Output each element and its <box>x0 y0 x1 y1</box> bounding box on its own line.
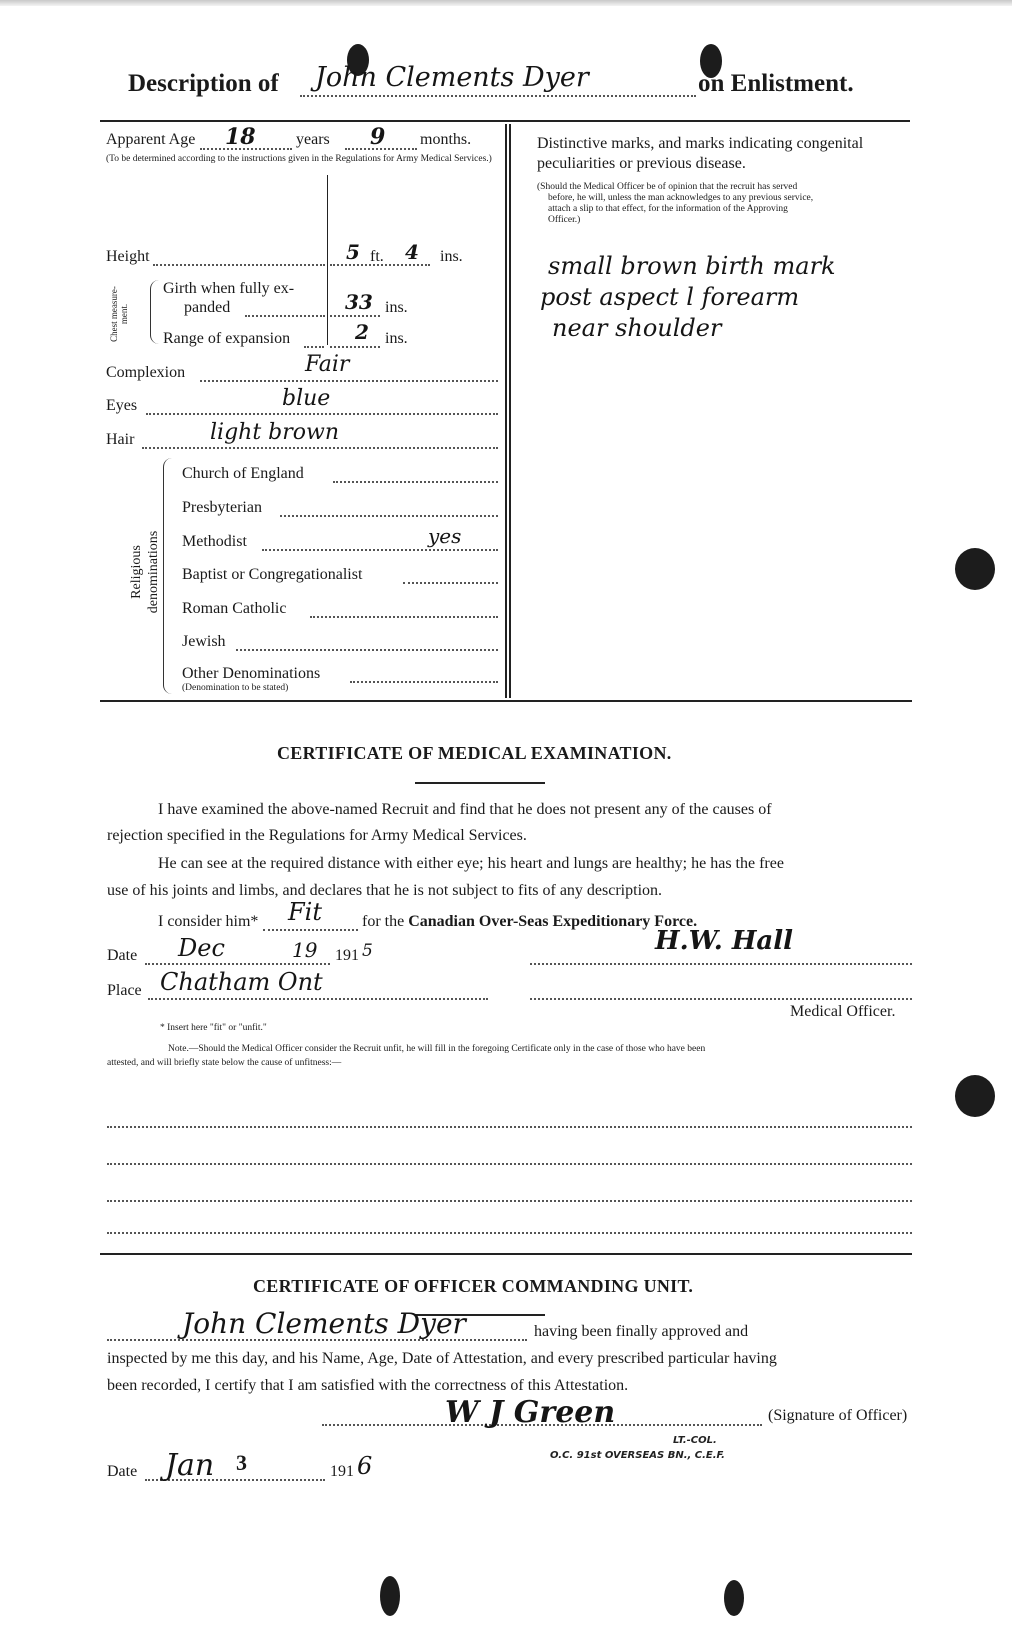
ins-label: ins. <box>440 248 463 265</box>
religion-church-of-england: Church of England <box>182 465 304 482</box>
hair-value: light brown <box>210 420 340 445</box>
eyes-value: blue <box>282 386 331 411</box>
complexion-label: Complexion <box>106 364 186 381</box>
column-divider <box>505 124 507 698</box>
commanding-recruit-name: John Clements Dyer <box>182 1307 466 1340</box>
girth-label-line1: Girth when fully ex- <box>163 280 295 297</box>
chest-brace <box>150 280 159 344</box>
section-divider <box>100 700 912 702</box>
religion-methodist: Methodist <box>182 533 247 550</box>
consider-suffix <box>362 913 697 931</box>
girth-value-line <box>330 315 380 317</box>
marks-heading-line1: Distinctive marks, and marks indicating congenital <box>537 135 864 152</box>
years-label: years <box>296 131 330 148</box>
commanding-line2: inspected by me this day, and his Name, Age, Date of Attestation, and every prescribed particular having <box>107 1350 777 1367</box>
height-in-value: 4 <box>405 240 419 264</box>
commanding-date-year-prefix: 191 <box>330 1463 354 1480</box>
punch-hole-bottom-left <box>380 1576 400 1616</box>
religion-methodist-value: yes <box>428 524 462 548</box>
punch-hole-bottom-right <box>724 1580 744 1616</box>
place-label: Place <box>107 982 142 999</box>
religion-presbyterian: Presbyterian <box>182 499 262 516</box>
other-denomination-note: (Denomination to be stated) <box>182 683 289 693</box>
commanding-officer-signature: W J Green <box>445 1395 616 1430</box>
age-note: (To be determined according to the instructions given in the Regulations for Army Medical Services.) <box>106 154 492 164</box>
medical-officer-signature: H.W. Hall <box>655 926 794 956</box>
medical-date-month: Dec <box>178 934 225 962</box>
hair-line <box>142 447 498 449</box>
consider-line <box>263 929 358 931</box>
range-value: 2 <box>355 320 369 344</box>
medical-heading-rule <box>415 782 545 784</box>
column-divider-inner <box>509 124 511 698</box>
medical-date-label: Date <box>107 947 138 964</box>
religion-roman-catholic: Roman Catholic <box>182 600 287 617</box>
religion-line <box>350 681 498 683</box>
commanding-date-month: Jan <box>165 1448 215 1483</box>
medical-para2-line2: use of his joints and limbs, and declares that he is not subject to fits of any description. <box>107 882 663 899</box>
punch-hole-right-upper <box>955 548 995 590</box>
girth-label-line2: panded <box>184 299 231 316</box>
marks-note-line2: before, he will, unless the man acknowledges to any previous service, <box>548 193 814 203</box>
religion-other: Other Denominations <box>182 665 321 682</box>
officer-signature-line <box>530 963 912 965</box>
months-label: months. <box>420 131 472 148</box>
height-ft-value: 5 <box>346 240 360 264</box>
marks-note-line3: attach a slip to that effect, for the information of the Approving <box>548 204 788 214</box>
recruit-name-handwritten: John Clements Dyer <box>315 62 589 93</box>
religion-line <box>310 616 498 618</box>
unfit-cause-line-3 <box>107 1200 912 1202</box>
unfit-cause-line-2 <box>107 1163 912 1165</box>
signature-of-officer-label: (Signature of Officer) <box>768 1407 908 1424</box>
consider-suffix-plain: for the <box>362 913 405 930</box>
eyes-label: Eyes <box>106 397 138 414</box>
age-label: Apparent Age <box>106 131 196 148</box>
commanding-heading: CERTIFICATE OF OFFICER COMMANDING UNIT. <box>253 1276 694 1296</box>
title-prefix: Description of <box>128 70 279 97</box>
values-divider <box>327 175 328 345</box>
height-line <box>153 264 325 266</box>
religion-line <box>280 515 498 517</box>
religion-brace <box>163 458 172 694</box>
unfit-cause-line-1 <box>107 1126 912 1128</box>
medical-date-year-suffix: 5 <box>362 941 373 961</box>
title-divider <box>100 120 910 122</box>
hair-label: Hair <box>106 431 135 448</box>
religion-line <box>333 481 498 483</box>
height-label: Height <box>106 248 150 265</box>
religious-denominations-label <box>128 502 168 642</box>
commanding-line3: been recorded, I certify that I am satisfied with the correctness of this Attestation. <box>107 1377 629 1394</box>
girth-line <box>245 315 325 317</box>
expeditionary-force-label: Canadian Over-Seas Expeditionary Force. <box>408 913 698 930</box>
commanding-date-year-suffix: 6 <box>357 1452 373 1480</box>
religious-label-line2: denominations <box>146 530 161 614</box>
medical-date-day: 19 <box>292 938 318 962</box>
fit-footnote: * Insert here "fit" or "unfit." <box>160 1023 267 1033</box>
name-line <box>300 95 696 97</box>
range-label: Range of expansion <box>163 330 291 347</box>
religion-line <box>236 649 498 651</box>
complexion-value: Fair <box>305 352 350 377</box>
ft-label: ft. <box>370 248 384 265</box>
title-suffix: on Enlistment. <box>698 70 854 97</box>
unfit-cause-line-4 <box>107 1232 912 1234</box>
religious-label-line1: Religious <box>129 545 144 599</box>
marks-entry-line2: post aspect l forearm <box>540 283 800 311</box>
eyes-line <box>146 413 498 415</box>
section-divider-2 <box>100 1253 912 1255</box>
girth-value: 33 <box>345 290 373 314</box>
place-line <box>148 998 488 1000</box>
age-years-value: 18 <box>225 124 256 150</box>
religion-baptist: Baptist or Congregationalist <box>182 566 363 583</box>
commanding-line1-suffix: having been finally approved and <box>534 1323 749 1340</box>
range-line <box>304 346 324 348</box>
unit-stamp: O.C. 91st OVERSEAS BN., C.E.F. <box>550 1450 725 1461</box>
religion-line <box>262 549 498 551</box>
rank-stamp: LT.-COL. <box>673 1435 717 1446</box>
commanding-date-day: 3 <box>236 1450 247 1475</box>
marks-entry-line1: small brown birth mark <box>548 252 836 280</box>
religion-jewish: Jewish <box>182 633 226 650</box>
range-unit: ins. <box>385 330 408 347</box>
scan-top-edge <box>0 0 1012 6</box>
medical-para1-line2: rejection specified in the Regulations for Army Medical Services. <box>107 827 527 844</box>
range-value-line <box>330 346 380 348</box>
consider-value: Fit <box>288 898 322 926</box>
marks-note-line1: (Should the Medical Officer be of opinion that the recruit has served <box>537 182 798 192</box>
medical-officer-label: Medical Officer. <box>790 1003 896 1020</box>
medical-date-line <box>145 963 330 965</box>
medical-para1-line1: I have examined the above-named Recruit and find that he does not present any of the causes of <box>158 801 772 818</box>
commanding-date-label: Date <box>107 1463 138 1480</box>
complexion-line <box>200 380 498 382</box>
place-value: Chatham Ont <box>160 968 323 996</box>
unfit-note-line1: Note.—Should the Medical Officer consider the Recruit unfit, he will fill in the foregoing Certificate only in the case of those who have been <box>168 1044 706 1054</box>
consider-prefix: I consider him* <box>158 913 259 930</box>
girth-unit: ins. <box>385 299 408 316</box>
marks-heading-line2: peculiarities or previous disease. <box>537 155 746 172</box>
religion-line <box>403 582 498 584</box>
marks-entry-line3: near shoulder <box>552 314 722 342</box>
punch-hole-right-lower <box>955 1075 995 1117</box>
medical-date-year-prefix: 191 <box>335 947 359 964</box>
medical-heading: CERTIFICATE OF MEDICAL EXAMINATION. <box>277 743 672 763</box>
officer-title-line <box>530 998 912 1000</box>
medical-para2-line1: He can see at the required distance with either eye; his heart and lungs are healthy; he has the free <box>158 855 784 872</box>
marks-note-line4: Officer.) <box>548 215 581 225</box>
chest-measurement-label: Chest measure-ment. <box>109 286 129 342</box>
age-months-value: 9 <box>370 124 386 150</box>
unfit-note-line2: attested, and will briefly state below the cause of unfitness:— <box>107 1058 342 1068</box>
